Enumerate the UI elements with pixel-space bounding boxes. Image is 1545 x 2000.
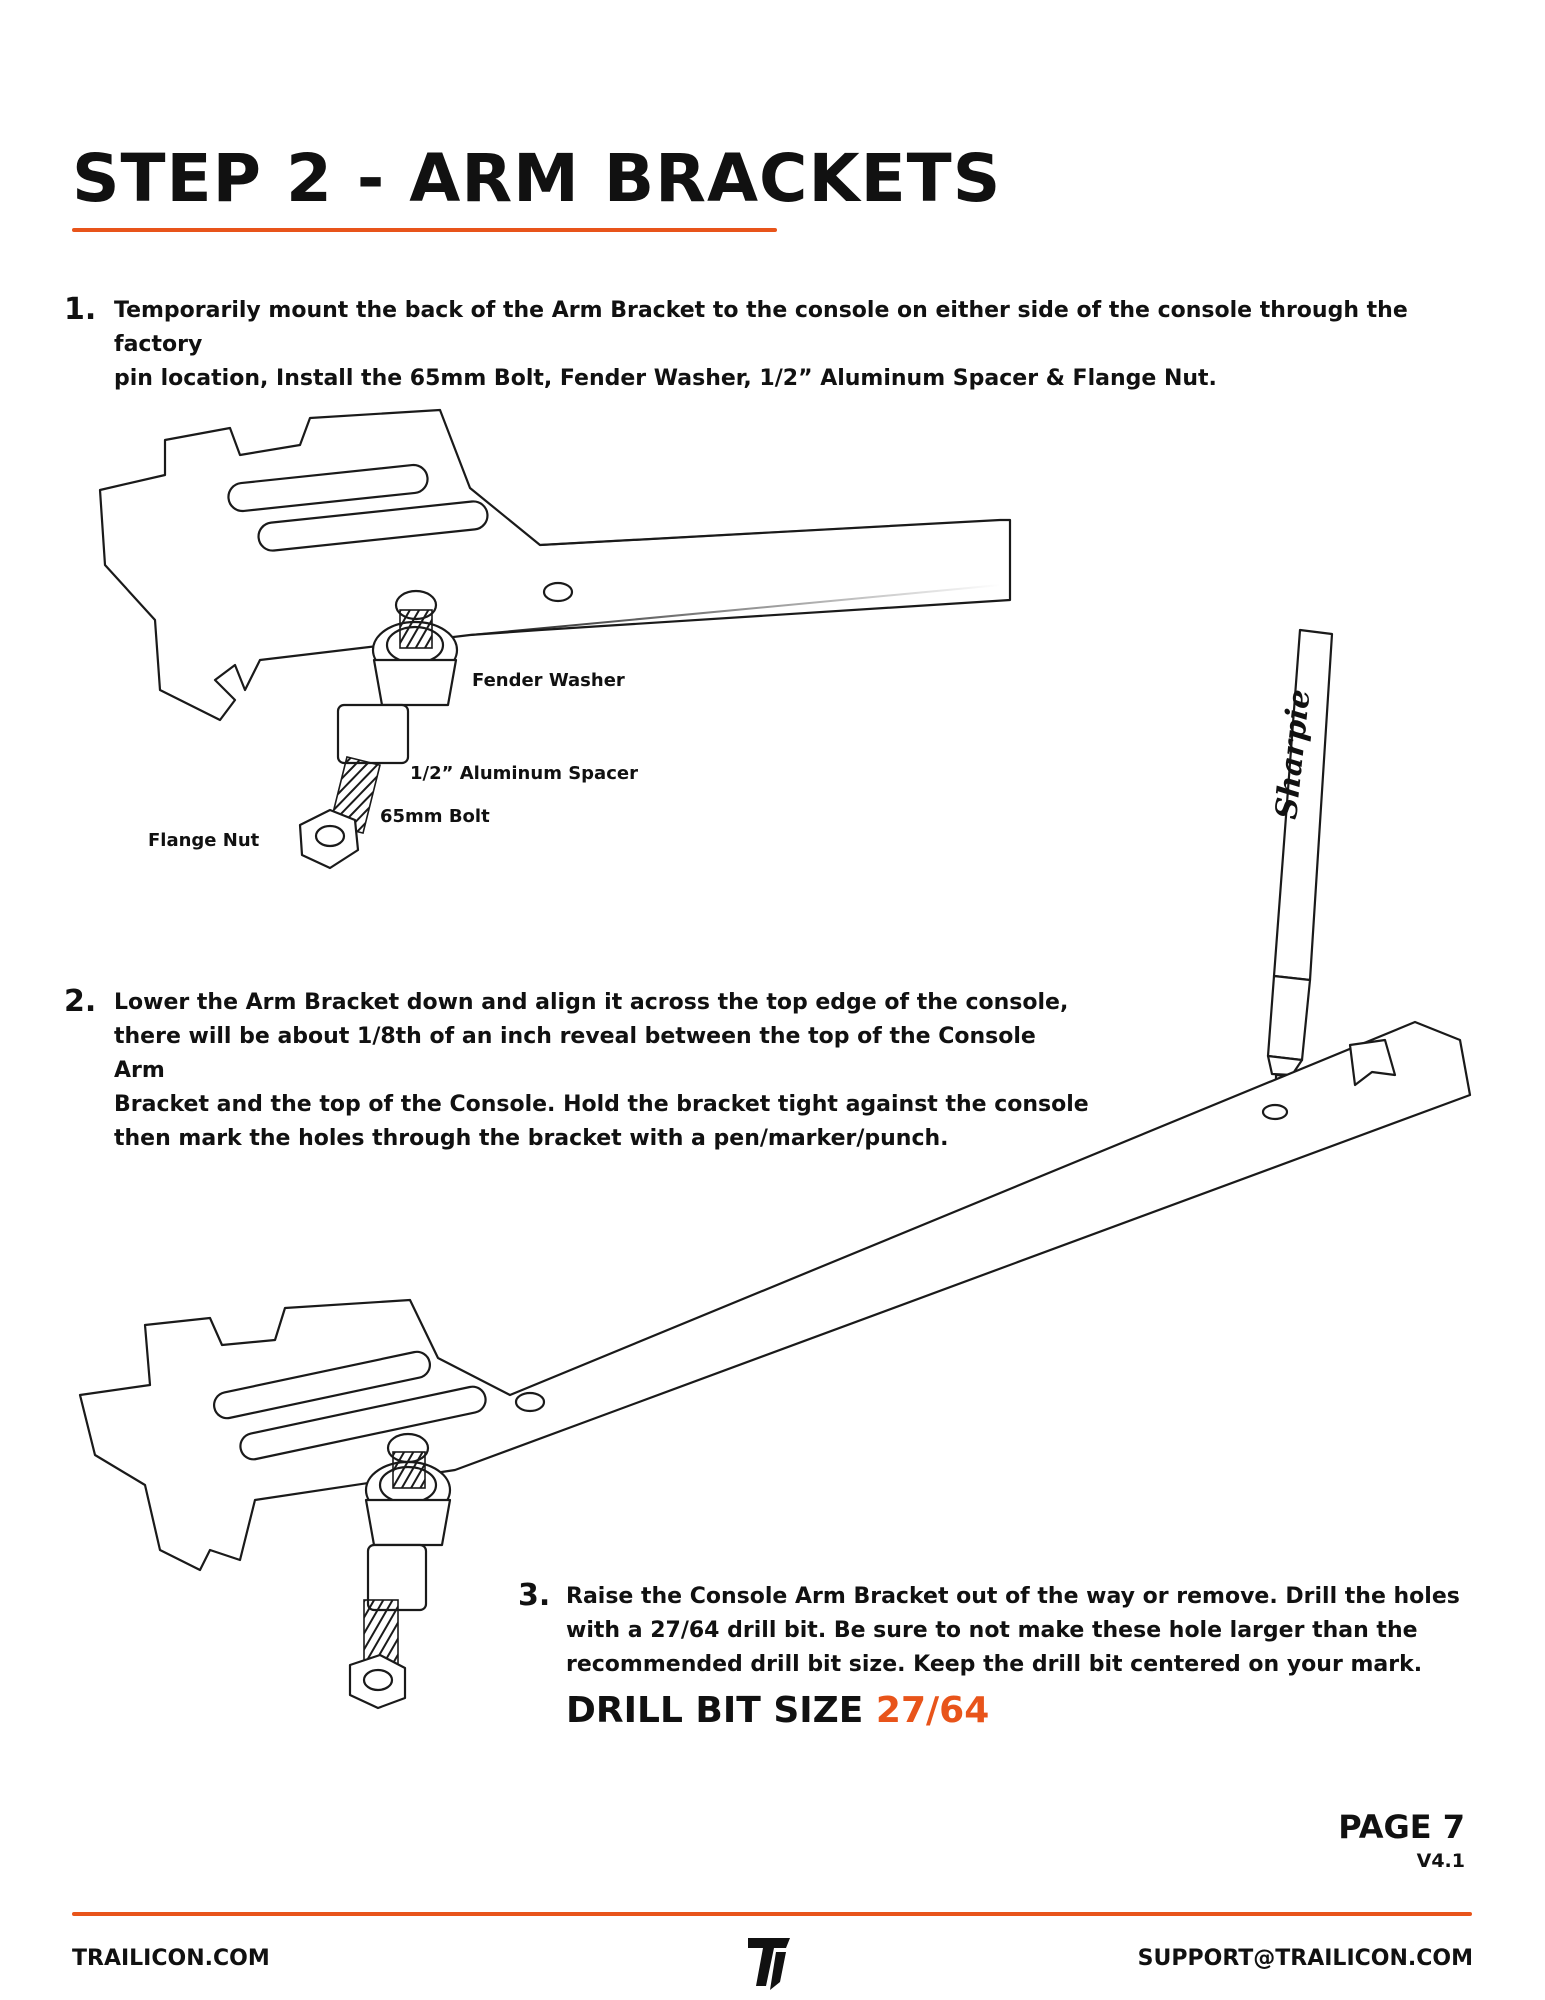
step-3-line-3: recommended drill bit size. Keep the drill bit centered on your mark.: [566, 1652, 1423, 1677]
arm-bracket-bottom-illustration: [80, 1022, 1470, 1708]
version-label: V4.1: [1416, 1850, 1465, 1872]
footer-divider: [72, 1912, 1472, 1916]
step-3-line-1: Raise the Console Arm Bracket out of the way or remove. Drill the holes: [566, 1584, 1460, 1609]
step-2-line-1: Lower the Arm Bracket down and align it across the top edge of the console,: [114, 990, 1069, 1015]
arm-bracket-top-illustration: [100, 410, 1010, 868]
step-2-line-2: there will be about 1/8th of an inch reveal between the top of the Console Arm: [114, 1024, 1036, 1083]
page-title: STEP 2 - ARM BRACKETS: [72, 140, 1002, 217]
drill-bit-value: 27/64: [875, 1690, 990, 1731]
step-1-number: 1.: [64, 292, 97, 327]
step-3-number: 3.: [518, 1578, 551, 1613]
footer-website-link[interactable]: TRAILICON.COM: [72, 1946, 270, 1971]
marker-brand-label: Sharpie: [1269, 687, 1318, 821]
footer-support-email-link[interactable]: SUPPORT@TRAILICON.COM: [1137, 1946, 1473, 1971]
step-1-line-1: Temporarily mount the back of the Arm Bracket to the console on either side of the console through the factory: [114, 298, 1408, 357]
callout-aluminum-spacer: 1/2” Aluminum Spacer: [410, 763, 638, 784]
page-number: PAGE 7: [1338, 1808, 1465, 1846]
drill-bit-label: DRILL BIT SIZE: [566, 1690, 864, 1731]
callout-fender-washer: Fender Washer: [472, 670, 625, 691]
step-2-line-4: then mark the holes through the bracket with a pen/marker/punch.: [114, 1126, 949, 1151]
callout-bolt: 65mm Bolt: [380, 806, 490, 827]
step-2-number: 2.: [64, 984, 97, 1019]
marker-illustration: [1264, 630, 1332, 1118]
step-3-line-2: with a 27/64 drill bit. Be sure to not make these hole larger than the: [566, 1618, 1418, 1643]
callout-flange-nut: Flange Nut: [148, 830, 260, 851]
step-1-line-2: pin location, Install the 65mm Bolt, Fender Washer, 1/2” Aluminum Spacer & Flange Nut.: [114, 366, 1217, 391]
step-2-line-3: Bracket and the top of the Console. Hold the bracket tight against the console: [114, 1092, 1089, 1117]
trailicon-logo-icon: [746, 1934, 792, 1990]
